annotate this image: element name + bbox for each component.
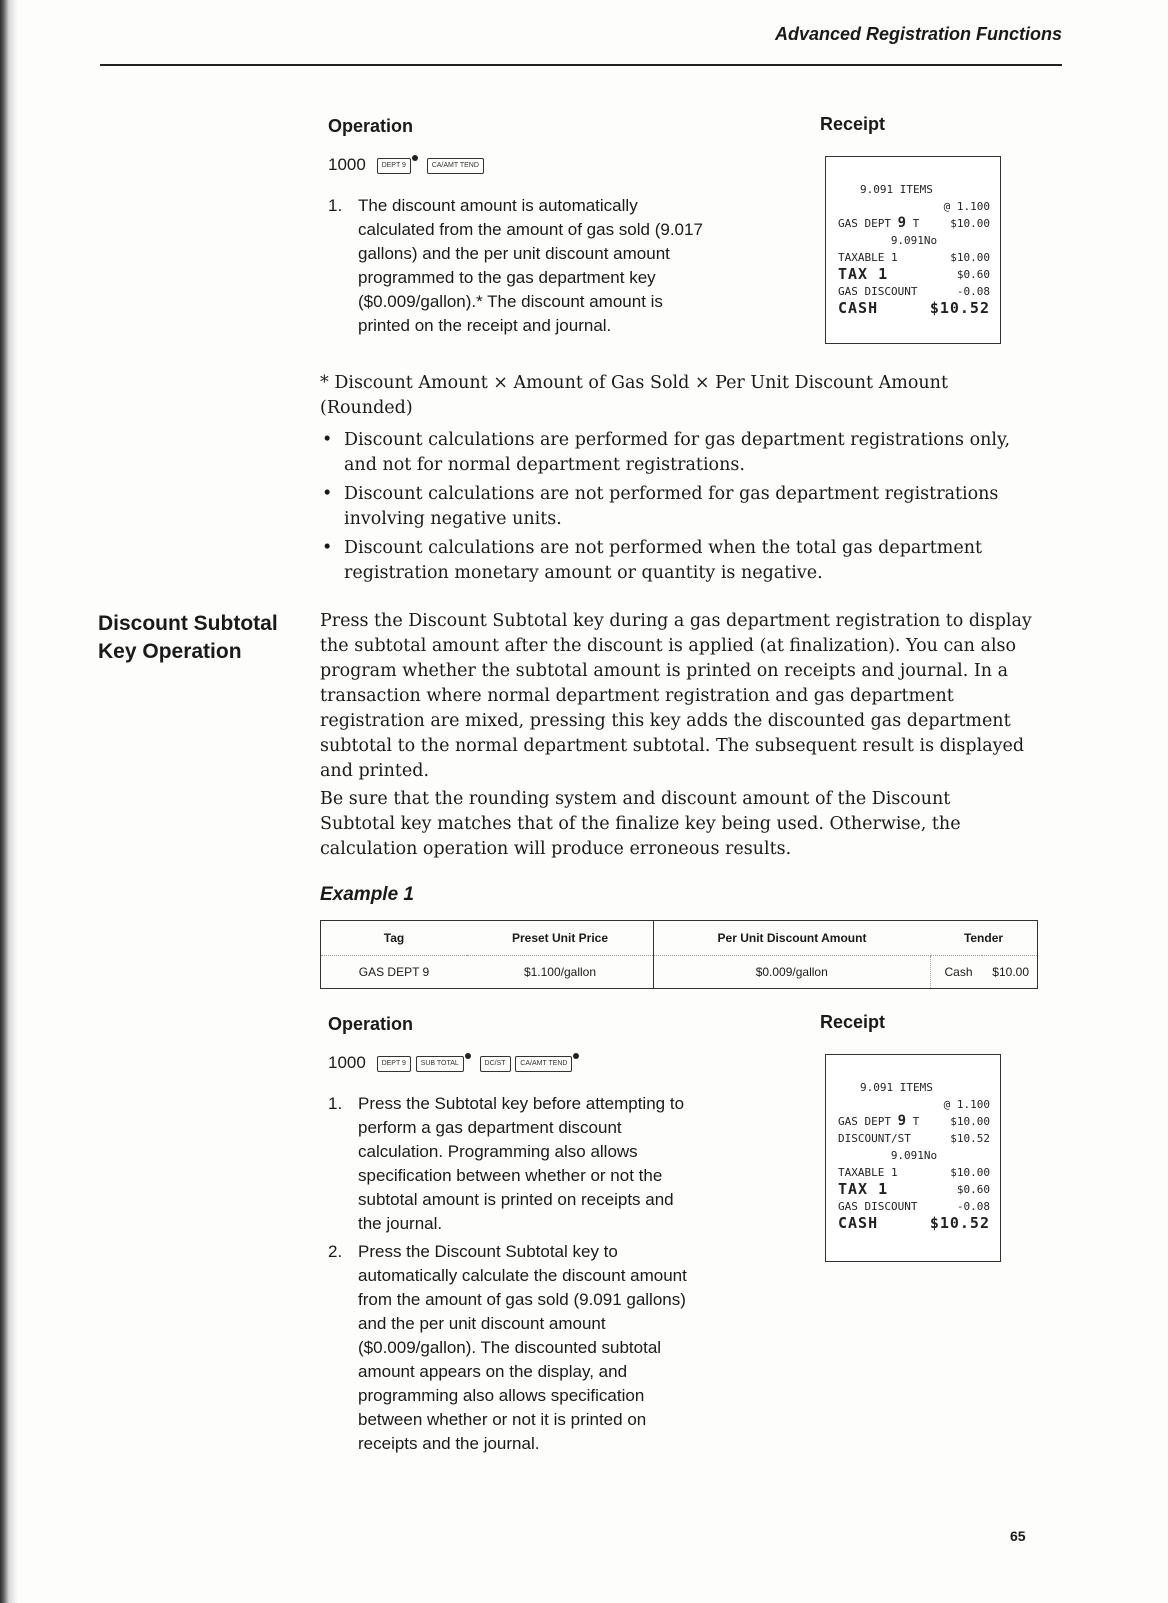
receipt-items: 9.091 ITEMS: [860, 183, 933, 196]
step-text: The discount amount is automatically calculated from the amount of gas sold (9.017 gallons) and the per unit discount amount programmed to the gas department key ($0.009/gallon).* The discount amount is printed on the receipt and journal.: [358, 196, 703, 335]
receipt-gas-dept-row: [838, 1113, 990, 1130]
key-sequence: [328, 155, 484, 175]
footnote: * Discount Amount × Amount of Gas Sold × Per Unit Discount Amount (Rounded): [320, 373, 948, 418]
gas-dept-num: 9: [897, 1113, 907, 1129]
receipt-at-price: @ 1.100: [943, 1098, 990, 1111]
operation-steps: [328, 194, 703, 342]
receipt-tax-row: [838, 1181, 990, 1198]
cash-amount: $10.52: [929, 299, 990, 317]
section-paragraph-2: Be sure that the rounding system and discount amount of the Discount Subtotal key matches that of the finalize key being used. Otherwise, the calculation operation will produce erroneous results.: [320, 789, 961, 859]
receipt-discount-st-row: [838, 1130, 990, 1147]
tax-amount: $0.60: [956, 1183, 990, 1196]
page-binding-edge: [0, 0, 20, 1603]
dept-9-key: DEPT 9: [377, 158, 411, 174]
receipt-top: [825, 156, 1001, 344]
key-sequence-2: [328, 1053, 583, 1073]
tax-label: TAX 1: [838, 1180, 889, 1198]
bullet-item: • Discount calculations are performed for gas department registrations only, and not for normal department registrations.: [320, 428, 1032, 478]
receipt-cash-row: [838, 1215, 990, 1232]
receipt-at-price: @ 1.100: [943, 200, 990, 213]
gas-dept-flag: T: [912, 1115, 920, 1128]
cell-tag: GAS DEPT 9: [358, 965, 430, 979]
receipt-discount-row: [838, 283, 990, 300]
receipt-tax-row: [838, 266, 990, 283]
step-number: 1.: [328, 196, 343, 215]
discount-subtotal-key: DC/ST: [480, 1056, 511, 1072]
receipt-cash-row: [838, 300, 990, 317]
bullet-item: • Discount calculations are not performed when the total gas department registration monetary amount or quantity is negative.: [320, 536, 1032, 586]
discount-st-label: DISCOUNT/ST: [838, 1132, 911, 1145]
gas-dept-num: 9: [897, 215, 907, 231]
receipt-bottom: [825, 1054, 1001, 1262]
header-title: Advanced Registration Functions: [774, 24, 1062, 44]
col-per-unit-discount: Per Unit Discount Amount: [654, 921, 931, 956]
key-dot: [573, 1053, 579, 1059]
operation-step: [328, 194, 703, 338]
example-table: [320, 920, 1038, 989]
table-header-row: [321, 921, 1038, 956]
receipt-label-2: Receipt: [820, 1012, 886, 1032]
col-preset-unit-price: Preset Unit Price: [467, 921, 654, 956]
cash-amt-tend-key: CA/AMT TEND: [515, 1056, 572, 1072]
section-heading-line2: Key Operation: [98, 640, 242, 663]
cash-label: CASH: [838, 299, 879, 317]
section-heading-line1: Discount Subtotal: [98, 612, 278, 635]
taxable-amount: $10.00: [950, 1166, 990, 1179]
key-dot: [465, 1053, 471, 1059]
step-text: Press the Discount Subtotal key to automatically calculate the discount amount from the amount of gas sold (9.091 gallons) and the per unit discount amount ($0.009/gallon). The discounted subtotal amount appears on the display, and programming also allows specification between whether or not it is printed on receipts and the journal.: [358, 1242, 687, 1453]
discount-label: GAS DISCOUNT: [838, 285, 918, 298]
discount-label: GAS DISCOUNT: [838, 1200, 918, 1213]
cash-amount: $10.52: [929, 1214, 990, 1232]
step-number: 2.: [328, 1242, 343, 1261]
key-sequence-number: 1000: [328, 1053, 366, 1072]
tax-amount: $0.60: [956, 268, 990, 281]
subtotal-key: SUB TOTAL: [416, 1056, 464, 1072]
receipt-discount-row: [838, 1198, 990, 1215]
cell-per-unit-discount: $0.009/gallon: [654, 956, 931, 989]
bullet-list: [320, 428, 1032, 590]
col-tag: Tag: [321, 921, 468, 956]
cell-preset-unit-price: $1.100/gallon: [523, 965, 597, 979]
section-heading: [98, 610, 308, 666]
operation-label: Operation: [328, 116, 414, 136]
gas-dept-label: GAS DEPT: [838, 217, 891, 230]
receipt-taxable-row: [838, 249, 990, 266]
cash-amt-tend-key: CA/AMT TEND: [427, 158, 484, 174]
receipt-items: 9.091 ITEMS: [860, 1081, 933, 1094]
operation-step: [328, 1092, 696, 1236]
header-rule: [100, 64, 1062, 66]
gas-dept-label: GAS DEPT: [838, 1115, 891, 1128]
gas-dept-flag: T: [912, 217, 920, 230]
cell-tender-amount: $10.00: [992, 965, 1029, 979]
step-number: 1.: [328, 1094, 343, 1113]
dept-9-key: DEPT 9: [377, 1056, 411, 1072]
receipt-gallons: 9.091No: [890, 1149, 938, 1162]
step-text: Press the Subtotal key before attempting to perform a gas department discount calculation. Programming also allows specification between whether or not the subtotal amount is printed on receipts and the journal.: [358, 1094, 685, 1233]
example-heading: Example 1: [320, 884, 414, 905]
key-sequence-number: 1000: [328, 155, 366, 174]
col-tender: Tender: [930, 921, 1038, 956]
bullet-item: • Discount calculations are not performed for gas department registrations involving negative units.: [320, 482, 1032, 532]
discount-amount: -0.08: [956, 285, 990, 298]
discount-st-amount: $10.52: [950, 1132, 990, 1145]
receipt-gas-dept-row: [838, 215, 990, 232]
operation-label-2: Operation: [328, 1014, 414, 1034]
operation-steps-2: [328, 1092, 696, 1460]
page-number: 65: [1010, 1528, 1026, 1544]
discount-amount: -0.08: [956, 1200, 990, 1213]
taxable-label: TAXABLE 1: [838, 251, 898, 264]
cash-label: CASH: [838, 1214, 879, 1232]
key-dot: [412, 155, 418, 161]
table-row: [321, 956, 1038, 989]
taxable-amount: $10.00: [950, 251, 990, 264]
gas-dept-amount: $10.00: [950, 1115, 990, 1128]
receipt-taxable-row: [838, 1164, 990, 1181]
receipt-gallons: 9.091No: [890, 234, 938, 247]
taxable-label: TAXABLE 1: [838, 1166, 898, 1179]
operation-step: [328, 1240, 696, 1456]
receipt-label: Receipt: [820, 114, 886, 134]
tax-label: TAX 1: [838, 265, 889, 283]
cell-tender-type: Cash: [930, 956, 982, 989]
section-paragraph-1: Press the Discount Subtotal key during a gas department registration to display the subtotal amount after the discount is applied (at finalization). You can also program whether the subtotal amount is printed on receipts and journal. In a transaction where normal department registration and gas department registration are mixed, pressing this key adds the discounted gas department subtotal to the normal department subtotal. The subsequent result is displayed and printed.: [320, 611, 1032, 781]
gas-dept-amount: $10.00: [950, 217, 990, 230]
